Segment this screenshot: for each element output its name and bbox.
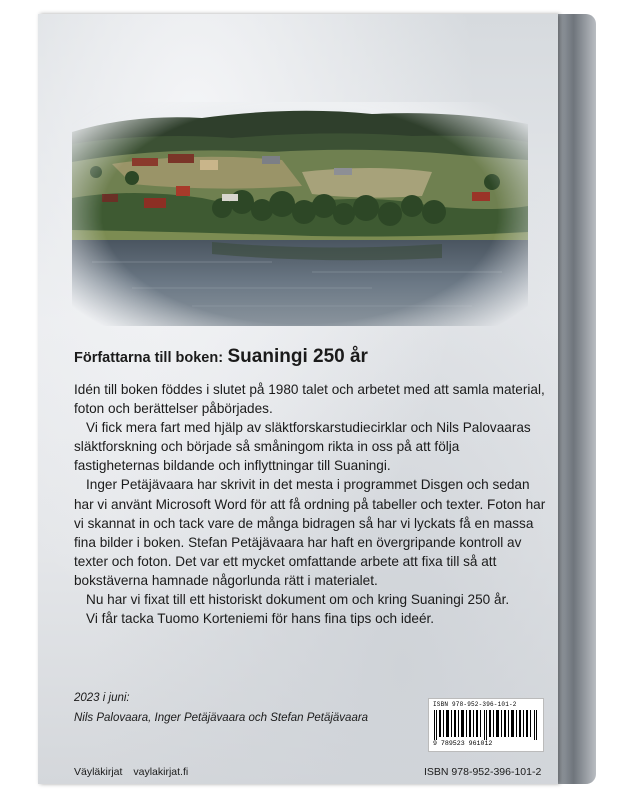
isbn-barcode bbox=[428, 698, 544, 752]
authors-line: Nils Palovaara, Inger Petäjävaara och Stefan Petäjävaara bbox=[74, 712, 369, 724]
date-line: 2023 i juni: bbox=[74, 692, 130, 704]
blurb-text bbox=[74, 380, 546, 628]
back-cover-heading bbox=[74, 346, 544, 368]
publisher-line bbox=[74, 766, 196, 778]
publisher-url: vaylakirjat.fi bbox=[133, 766, 189, 778]
book-back-cover bbox=[38, 14, 558, 784]
barcode-bars-icon bbox=[434, 710, 538, 740]
book-title: Suaningi 250 år bbox=[227, 346, 368, 367]
isbn-text: ISBN 978-952-396-101-2 bbox=[424, 766, 542, 778]
blurb-paragraph: Inger Petäjävaara har skrivit in det mesta i programmet Disgen och sedan har vi använt Microsoft Word för att få ordning på tabeller och texter. Foton har vi skannat in och tack vare de många bidragen så har vi lyckats få en massa fina bilder i boken. Stefan Petäjävaara har haft en övergripande kontroll av texter och foton. Det var ett mycket omfattande arbete att fixa till så att bokstäverna hamnade någorlunda rätt i materialet. bbox=[74, 477, 546, 588]
aerial-village-illustration bbox=[72, 102, 528, 326]
blurb-paragraph: Vi fick mera fart med hjälp av släktforskarstudiecirklar och Nils Palovaaras släktforskning och började så småningom rikta in oss på att följa fastigheternas bildande och inflyttningar till Suaningi. bbox=[74, 420, 531, 474]
publisher-name: Väyläkirjat bbox=[74, 766, 123, 778]
blurb-paragraph: Nu har vi fixat till ett historiskt dokument om och kring Suaningi 250 år. bbox=[86, 592, 510, 608]
cover-photo bbox=[72, 102, 528, 326]
heading-lead: Författarna till boken: bbox=[74, 350, 224, 366]
barcode-digits: 9 789523 961012 bbox=[433, 740, 493, 747]
barcode-isbn-label: ISBN 978-952-396-101-2 bbox=[433, 701, 517, 708]
blurb-paragraph: Idén till boken föddes i slutet på 1980 talet och arbetet med att samla material, foton och berättelser påbörjades. bbox=[74, 382, 545, 417]
blurb-paragraph: Vi får tacka Tuomo Korteniemi för hans fina tips och ideér. bbox=[86, 611, 435, 627]
